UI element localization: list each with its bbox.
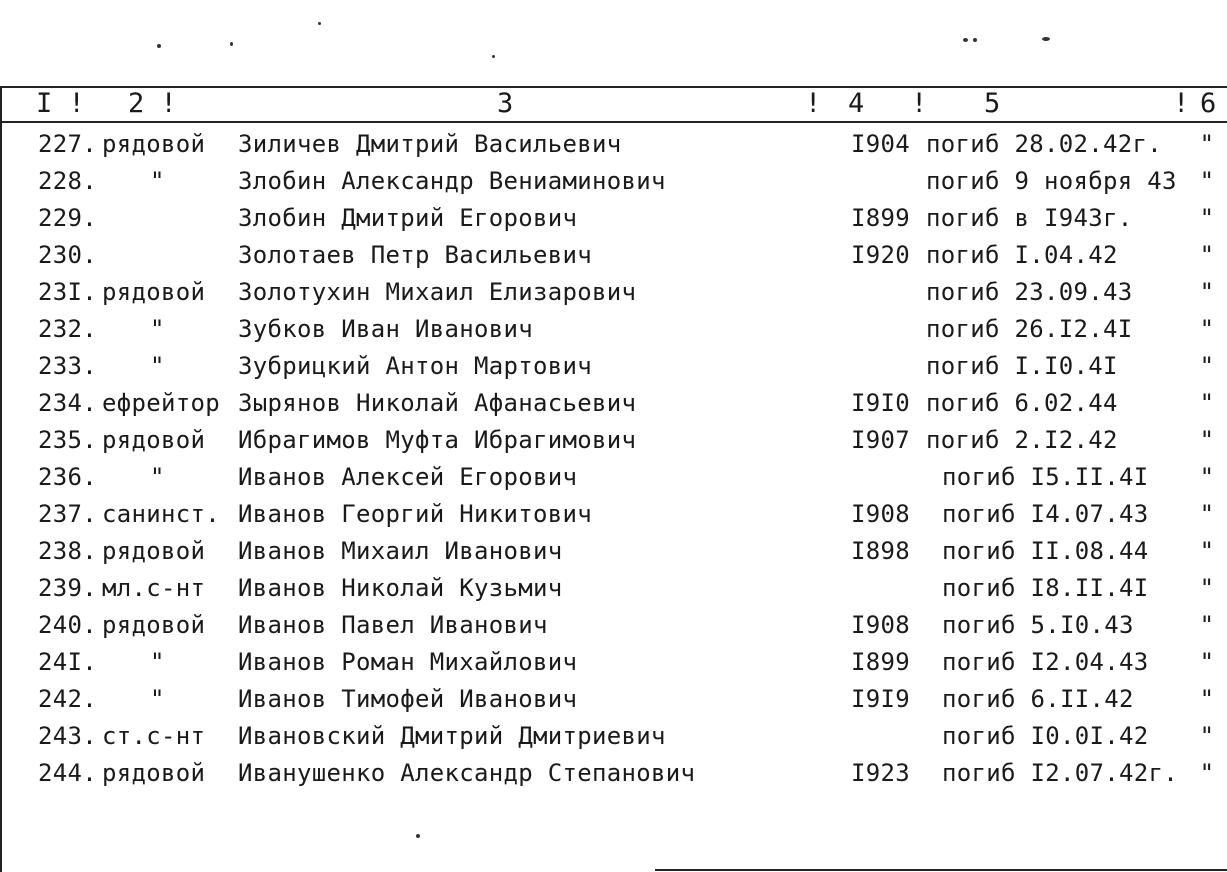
row-full-name: Иванов Михаил Иванович (238, 537, 563, 565)
table-row (0, 721, 1227, 758)
row-number: 227. (38, 130, 97, 158)
row-note: " (1199, 759, 1215, 787)
row-note: " (1199, 130, 1215, 158)
row-full-name: Зырянов Николай Афанасьевич (238, 389, 637, 417)
row-birth-year: I907 (851, 426, 910, 454)
row-note: " (1199, 648, 1215, 676)
row-number: 232. (38, 315, 97, 343)
row-full-name: Иванушенко Александр Степанович (238, 759, 696, 787)
row-number: 235. (38, 426, 97, 454)
scan-speck (318, 22, 321, 25)
row-note: " (1199, 167, 1215, 195)
row-birth-year: I920 (851, 241, 910, 269)
table-row (0, 758, 1227, 795)
table-row (0, 166, 1227, 203)
row-full-name: Иванов Тимофей Иванович (238, 685, 578, 713)
row-note: " (1199, 352, 1215, 380)
table-row (0, 129, 1227, 166)
row-rank: ефрейтор (102, 389, 220, 417)
row-fate: погиб 23.09.43 (926, 278, 1133, 306)
row-fate: погиб I5.II.4I (942, 463, 1149, 491)
row-note: " (1199, 574, 1215, 602)
row-fate: погиб II.08.44 (942, 537, 1149, 565)
scan-speck (1042, 37, 1050, 41)
header-separator: ! (911, 88, 928, 119)
scan-speck (157, 44, 161, 48)
row-number: 230. (38, 241, 97, 269)
row-birth-year: I923 (851, 759, 910, 787)
table-row (0, 536, 1227, 573)
row-fate: погиб I2.07.42г. (942, 759, 1178, 787)
table-row (0, 351, 1227, 388)
row-number: 240. (38, 611, 97, 639)
row-full-name: Зиличев Дмитрий Васильевич (238, 130, 622, 158)
row-full-name: Иванов Николай Кузьмич (238, 574, 563, 602)
row-fate: погиб I8.II.4I (942, 574, 1149, 602)
row-birth-year: I908 (851, 500, 910, 528)
row-number: 237. (38, 500, 97, 528)
row-note: " (1199, 500, 1215, 528)
row-full-name: Иванов Павел Иванович (238, 611, 548, 639)
row-rank: санинст. (102, 500, 220, 528)
row-number: 242. (38, 685, 97, 713)
table-row (0, 203, 1227, 240)
header-col-5: 5 (984, 88, 1001, 119)
row-full-name: Злобин Дмитрий Егорович (238, 204, 578, 232)
row-full-name: Зубрицкий Антон Мартович (238, 352, 592, 380)
header-top-rule (0, 86, 1227, 88)
row-fate: погиб I2.04.43 (942, 648, 1149, 676)
row-birth-year: I9I9 (851, 685, 910, 713)
row-note: " (1199, 278, 1215, 306)
row-fate: погиб I.I0.4I (926, 352, 1118, 380)
row-note: " (1199, 537, 1215, 565)
row-full-name: Ибрагимов Муфта Ибрагимович (238, 426, 637, 454)
row-number: 236. (38, 463, 97, 491)
row-full-name: Иванов Георгий Никитович (238, 500, 592, 528)
row-rank: рядовой (102, 759, 206, 787)
row-number: 234. (38, 389, 97, 417)
row-fate: погиб I.04.42 (926, 241, 1118, 269)
row-number: 233. (38, 352, 97, 380)
row-full-name: Золотухин Михаил Елизарович (238, 278, 637, 306)
row-rank: рядовой (102, 611, 206, 639)
row-number: 24I. (38, 648, 97, 676)
header-col-3: 3 (497, 88, 514, 119)
table-row (0, 684, 1227, 721)
row-note: " (1199, 463, 1215, 491)
scan-speck (416, 834, 420, 838)
row-number: 229. (38, 204, 97, 232)
header-col-2: 2 ! (128, 88, 177, 119)
row-rank: рядовой (102, 278, 206, 306)
row-note: " (1199, 389, 1215, 417)
table-row (0, 240, 1227, 277)
row-number: 23I. (38, 278, 97, 306)
footer-rule (655, 869, 1227, 871)
row-birth-year: I908 (851, 611, 910, 639)
row-fate: погиб 26.I2.4I (926, 315, 1133, 343)
row-fate: погиб 5.I0.43 (942, 611, 1134, 639)
row-number: 228. (38, 167, 97, 195)
row-rank: рядовой (102, 130, 206, 158)
row-rank: мл.с-нт (102, 574, 206, 602)
table-row (0, 499, 1227, 536)
row-fate: погиб 9 ноября 43 (926, 167, 1177, 195)
table-row (0, 388, 1227, 425)
row-fate: погиб в I943г. (926, 204, 1133, 232)
row-rank: " (150, 648, 165, 676)
row-full-name: Ивановский Дмитрий Дмитриевич (238, 722, 666, 750)
row-fate: погиб 6.II.42 (942, 685, 1134, 713)
row-fate: погиб 28.02.42г. (926, 130, 1162, 158)
row-full-name: Иванов Алексей Егорович (238, 463, 578, 491)
header-col-4: 4 (848, 88, 865, 119)
row-note: " (1199, 611, 1215, 639)
row-rank: " (150, 463, 165, 491)
row-note: " (1199, 241, 1215, 269)
row-birth-year: I899 (851, 648, 910, 676)
row-note: " (1199, 685, 1215, 713)
header-separator: ! (1173, 88, 1190, 119)
table-row (0, 425, 1227, 462)
row-full-name: Иванов Роман Михайлович (238, 648, 578, 676)
table-row (0, 647, 1227, 684)
row-number: 238. (38, 537, 97, 565)
scan-speck (973, 38, 977, 42)
row-full-name: Зубков Иван Иванович (238, 315, 533, 343)
row-fate: погиб I4.07.43 (942, 500, 1149, 528)
row-rank: рядовой (102, 537, 206, 565)
header-col-1: I ! (36, 88, 85, 119)
header-col-6: 6 (1200, 88, 1217, 119)
row-fate: погиб I0.0I.42 (942, 722, 1149, 750)
table-row (0, 610, 1227, 647)
header-bottom-rule (0, 121, 1227, 123)
row-rank: " (150, 352, 165, 380)
table-row (0, 462, 1227, 499)
row-note: " (1199, 315, 1215, 343)
table-row (0, 314, 1227, 351)
row-fate: погиб 2.I2.42 (926, 426, 1118, 454)
row-number: 244. (38, 759, 97, 787)
header-separator: ! (805, 88, 822, 119)
row-note: " (1199, 722, 1215, 750)
row-number: 239. (38, 574, 97, 602)
row-birth-year: I898 (851, 537, 910, 565)
row-full-name: Золотаев Петр Васильевич (238, 241, 592, 269)
row-rank: ст.с-нт (102, 722, 206, 750)
row-rank: " (150, 167, 165, 195)
row-number: 243. (38, 722, 97, 750)
scan-speck (963, 38, 968, 42)
row-birth-year: I899 (851, 204, 910, 232)
row-note: " (1199, 426, 1215, 454)
table-row (0, 277, 1227, 314)
scan-speck (492, 55, 495, 58)
scan-speck (230, 42, 233, 46)
table-row (0, 573, 1227, 610)
row-fate: погиб 6.02.44 (926, 389, 1118, 417)
row-birth-year: I904 (851, 130, 910, 158)
row-note: " (1199, 204, 1215, 232)
row-rank: " (150, 685, 165, 713)
row-rank: рядовой (102, 426, 206, 454)
row-full-name: Злобин Александр Вениаминович (238, 167, 666, 195)
row-birth-year: I9I0 (851, 389, 910, 417)
row-rank: " (150, 315, 165, 343)
